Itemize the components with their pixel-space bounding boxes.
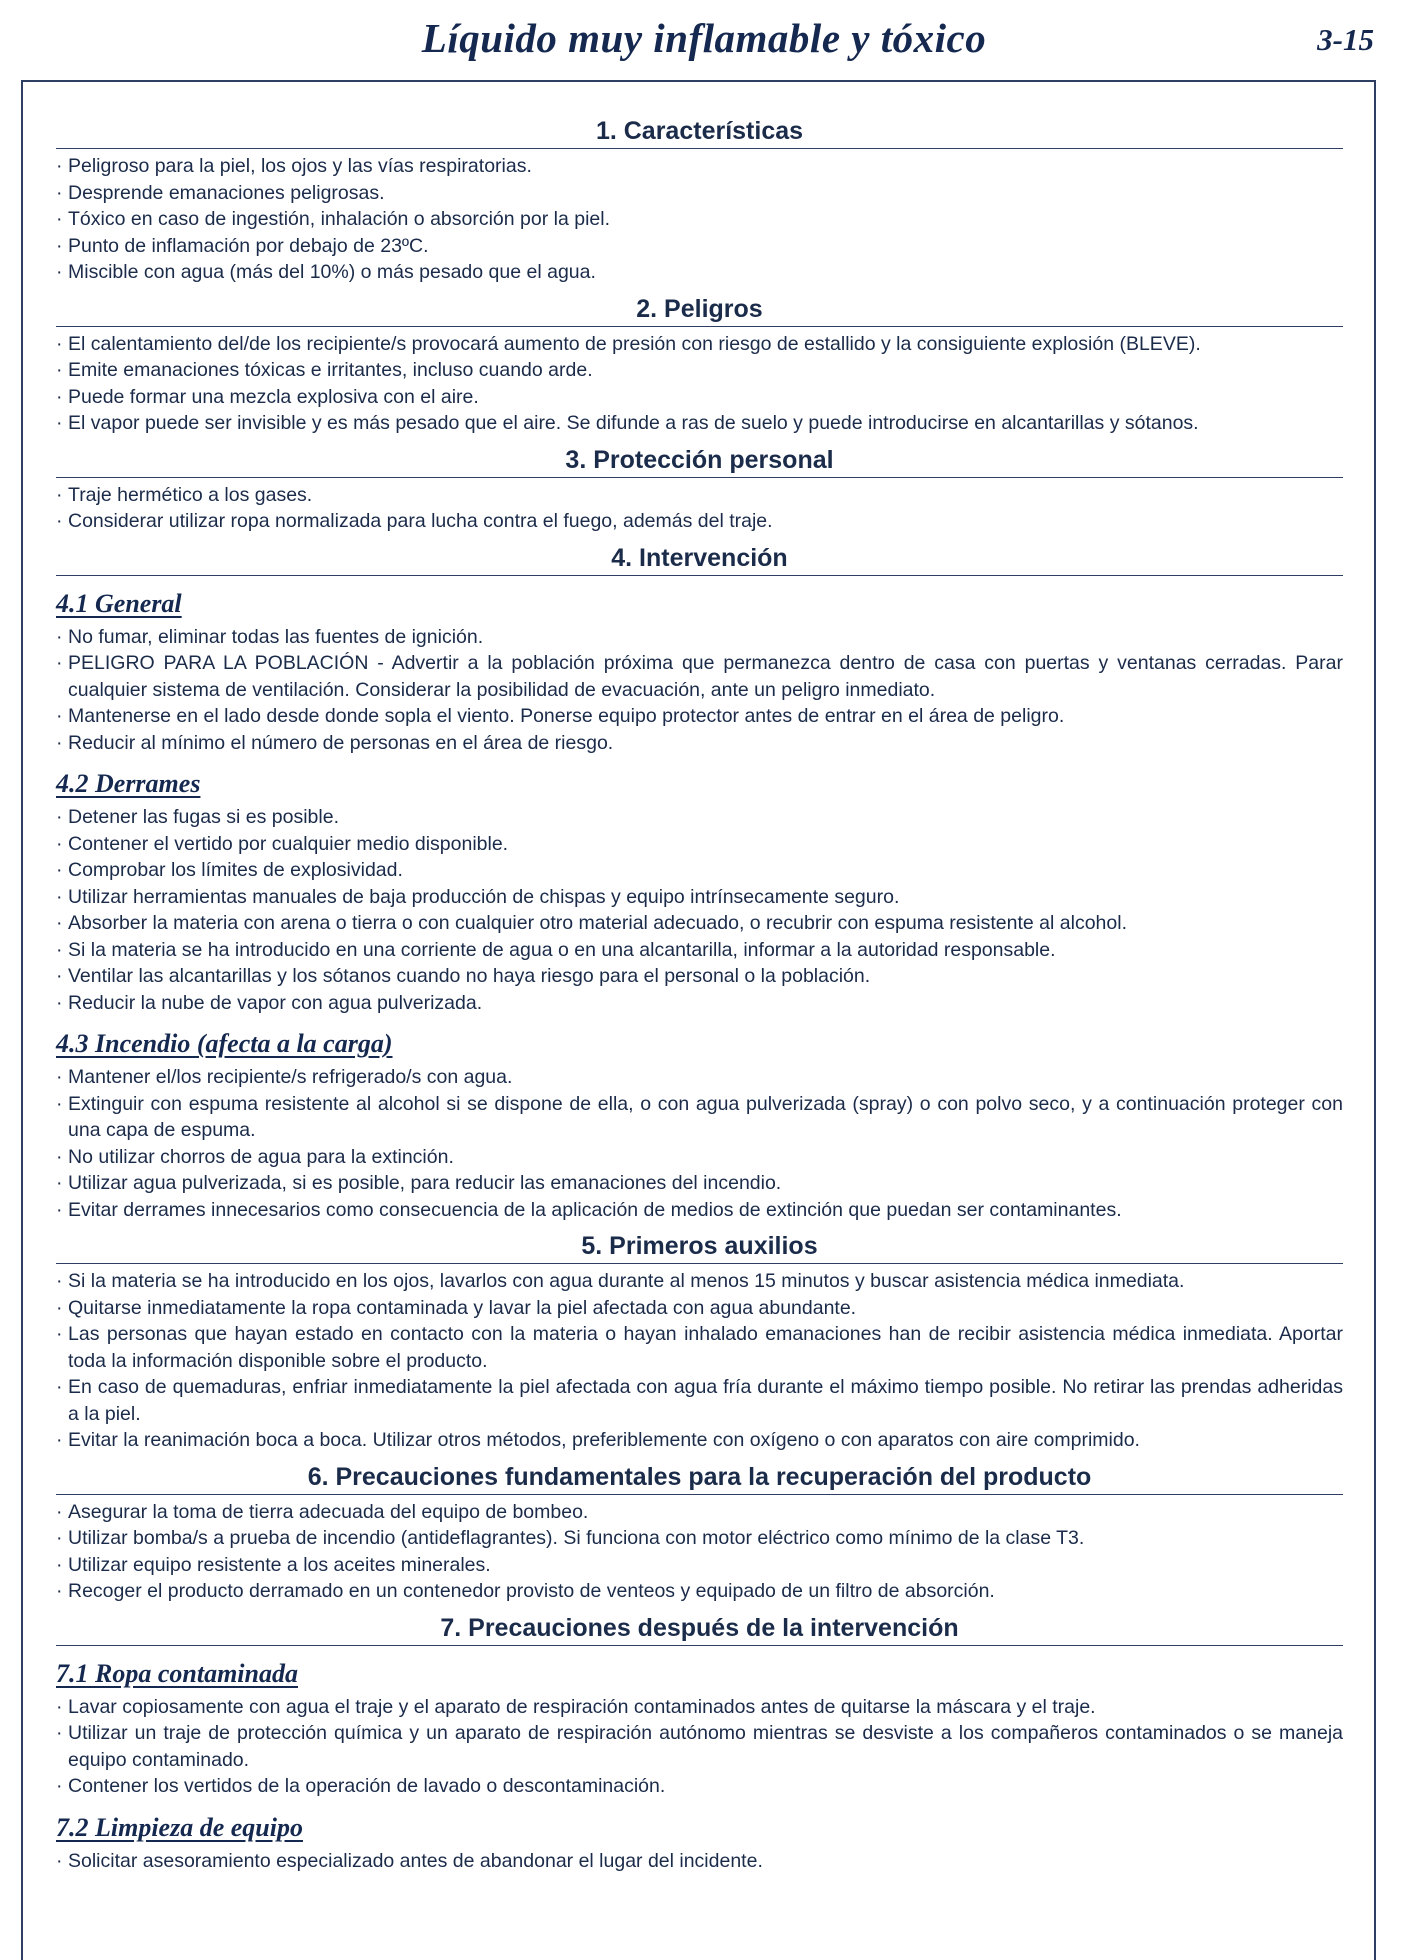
section-6 xyxy=(56,1462,1343,1613)
section-gap xyxy=(56,535,1343,543)
list-item: · Peligroso para la piel, los ojos y las vías respiratorias. xyxy=(56,153,1343,180)
subsection-title: 4.2 Derrames xyxy=(56,769,201,798)
list-item: · Punto de inflamación por debajo de 23ºC. xyxy=(56,233,1343,260)
section-gap xyxy=(56,1874,1343,1882)
bullet-list xyxy=(56,1064,1343,1223)
list-item: · Considerar utilizar ropa normalizada para lucha contra el fuego, además del traje. xyxy=(56,508,1343,535)
section-gap xyxy=(56,437,1343,445)
section-5 xyxy=(56,1231,1343,1462)
list-item: · El calentamiento del/de los recipiente/s provocará aumento de presión con riesgo de estallido y la consiguiente explosión (BLEVE). xyxy=(56,331,1343,358)
subsection-title: 7.1 Ropa contaminada xyxy=(56,1658,298,1688)
list-item: · Utilizar herramientas manuales de baja producción de chispas y equipo intrínsecamente seguro. xyxy=(56,884,1343,911)
list-item: · Puede formar una mezcla explosiva con el aire. xyxy=(56,384,1343,411)
list-item: · Absorber la materia con arena o tierra o con cualquier otro material adecuado, o recubrir con espuma resistente al alcohol. xyxy=(56,910,1343,937)
list-item: · Detener las fugas si es posible. xyxy=(56,804,1343,831)
section-3 xyxy=(56,445,1343,543)
section-gap xyxy=(56,1605,1343,1613)
bullet-list xyxy=(56,1499,1343,1605)
section-title: 3. Protección personal xyxy=(56,445,1343,478)
section-title: 5. Primeros auxilios xyxy=(56,1231,1343,1264)
subsection-title: 4.1 General xyxy=(56,588,182,618)
subsection-title: 4.3 Incendio (afecta a la carga) xyxy=(56,1029,393,1058)
list-item: · Mantener el/los recipiente/s refrigerado/s con agua. xyxy=(56,1064,1343,1091)
list-item: · Quitarse inmediatamente la ropa contaminada y lavar la piel afectada con agua abundante. xyxy=(56,1295,1343,1322)
section-1 xyxy=(56,116,1343,294)
list-item: · Si la materia se ha introducido en los ojos, lavarlos con agua durante al menos 15 minutos y buscar asistencia médica inmediata. xyxy=(56,1268,1343,1295)
bullet-list xyxy=(56,1848,1343,1875)
list-item: · Asegurar la toma de tierra adecuada del equipo de bombeo. xyxy=(56,1499,1343,1526)
bullet-list xyxy=(56,624,1343,757)
document-body xyxy=(56,116,1343,1882)
list-item: · Contener los vertidos de la operación de lavado o descontaminación. xyxy=(56,1773,1343,1800)
bullet-list xyxy=(56,1268,1343,1454)
section-gap xyxy=(56,1223,1343,1231)
list-item: · Desprende emanaciones peligrosas. xyxy=(56,180,1343,207)
page-header xyxy=(0,0,1408,80)
list-item: · Emite emanaciones tóxicas e irritantes, incluso cuando arde. xyxy=(56,357,1343,384)
section-title: 7. Precauciones después de la intervención xyxy=(56,1613,1343,1646)
section-2 xyxy=(56,294,1343,445)
page-title: Líquido muy inflamable y tóxico xyxy=(421,15,987,61)
list-item: · Si la materia se ha introducido en una corriente de agua o en una alcantarilla, informar a la autoridad responsable. xyxy=(56,937,1343,964)
list-item: · El vapor puede ser invisible y es más pesado que el aire. Se difunde a ras de suelo y puede introducirse en alcantarillas y sótanos. xyxy=(56,410,1343,437)
bullet-list xyxy=(56,153,1343,286)
section-4 xyxy=(56,543,1343,1232)
list-item: · Traje hermético a los gases. xyxy=(56,482,1343,509)
list-item: · Evitar derrames innecesarios como consecuencia de la aplicación de medios de extinción que puedan ser contaminantes. xyxy=(56,1197,1343,1224)
list-item: · Contener el vertido por cualquier medio disponible. xyxy=(56,831,1343,858)
section-title: 1. Características xyxy=(56,116,1343,149)
section-gap xyxy=(56,286,1343,294)
list-item: · Reducir al mínimo el número de personas en el área de riesgo. xyxy=(56,730,1343,757)
list-item: · Recoger el producto derramado en un contenedor provisto de venteos y equipado de un filtro de absorción. xyxy=(56,1578,1343,1605)
list-item: · Las personas que hayan estado en contacto con la materia o hayan inhalado emanaciones han de recibir asistencia médica inmediata. Aportar toda la información disponible sobre el producto. xyxy=(56,1321,1343,1374)
list-item: · Mantenerse en el lado desde donde sopla el viento. Ponerse equipo protector antes de entrar en el área de peligro. xyxy=(56,703,1343,730)
list-item: · Utilizar bomba/s a prueba de incendio (antideflagrantes). Si funciona con motor eléctrico como mínimo de la clase T3. xyxy=(56,1525,1343,1552)
section-title: 6. Precauciones fundamentales para la recuperación del producto xyxy=(56,1462,1343,1495)
list-item: · En caso de quemaduras, enfriar inmediatamente la piel afectada con agua fría durante el máximo tiempo posible. No retirar las prendas adheridas a la piel. xyxy=(56,1374,1343,1427)
bullet-list xyxy=(56,482,1343,535)
bullet-list xyxy=(56,331,1343,437)
list-item: · Lavar copiosamente con agua el traje y el aparato de respiración contaminados antes de quitarse la máscara y el traje. xyxy=(56,1694,1343,1721)
list-item: · Tóxico en caso de ingestión, inhalación o absorción por la piel. xyxy=(56,206,1343,233)
section-7 xyxy=(56,1613,1343,1883)
section-title: 4. Intervención xyxy=(56,543,1343,576)
bullet-list xyxy=(56,1694,1343,1800)
section-gap xyxy=(56,1454,1343,1462)
list-item: · No utilizar chorros de agua para la extinción. xyxy=(56,1144,1343,1171)
section-title: 2. Peligros xyxy=(56,294,1343,327)
list-item: · Reducir la nube de vapor con agua pulverizada. xyxy=(56,990,1343,1017)
list-item: · Ventilar las alcantarillas y los sótanos cuando no haya riesgo para el personal o la población. xyxy=(56,963,1343,990)
list-item: · Utilizar agua pulverizada, si es posible, para reducir las emanaciones del incendio. xyxy=(56,1170,1343,1197)
subsection-title: 7.2 Limpieza de equipo xyxy=(56,1812,303,1842)
list-item: · Extinguir con espuma resistente al alcohol si se dispone de ella, o con agua pulverizada (spray) o con polvo seco, y a continuación proteger con una capa de espuma. xyxy=(56,1091,1343,1144)
page-number: 3-15 xyxy=(1317,22,1374,57)
list-item: · Utilizar equipo resistente a los aceites minerales. xyxy=(56,1552,1343,1579)
list-item: · Solicitar asesoramiento especializado antes de abandonar el lugar del incidente. xyxy=(56,1848,1343,1875)
list-item: · Evitar la reanimación boca a boca. Utilizar otros métodos, preferiblemente con oxígeno o con aparatos con aire comprimido. xyxy=(56,1427,1343,1454)
list-item: · Miscible con agua (más del 10%) o más pesado que el agua. xyxy=(56,259,1343,286)
list-item: · No fumar, eliminar todas las fuentes de ignición. xyxy=(56,624,1343,651)
list-item: · Comprobar los límites de explosividad. xyxy=(56,857,1343,884)
bullet-list xyxy=(56,804,1343,1016)
list-item: · PELIGRO PARA LA POBLACIÓN - Advertir a la población próxima que permanezca dentro de casa con puertas y ventanas cerradas. Parar cualquier sistema de ventilación. Considerar la posibilidad de evacuación, ante un peligro inmediato. xyxy=(56,650,1343,703)
list-item: · Utilizar un traje de protección química y un aparato de respiración autónomo mientras se desviste a los compañeros contaminados o se maneja equipo contaminado. xyxy=(56,1720,1343,1773)
